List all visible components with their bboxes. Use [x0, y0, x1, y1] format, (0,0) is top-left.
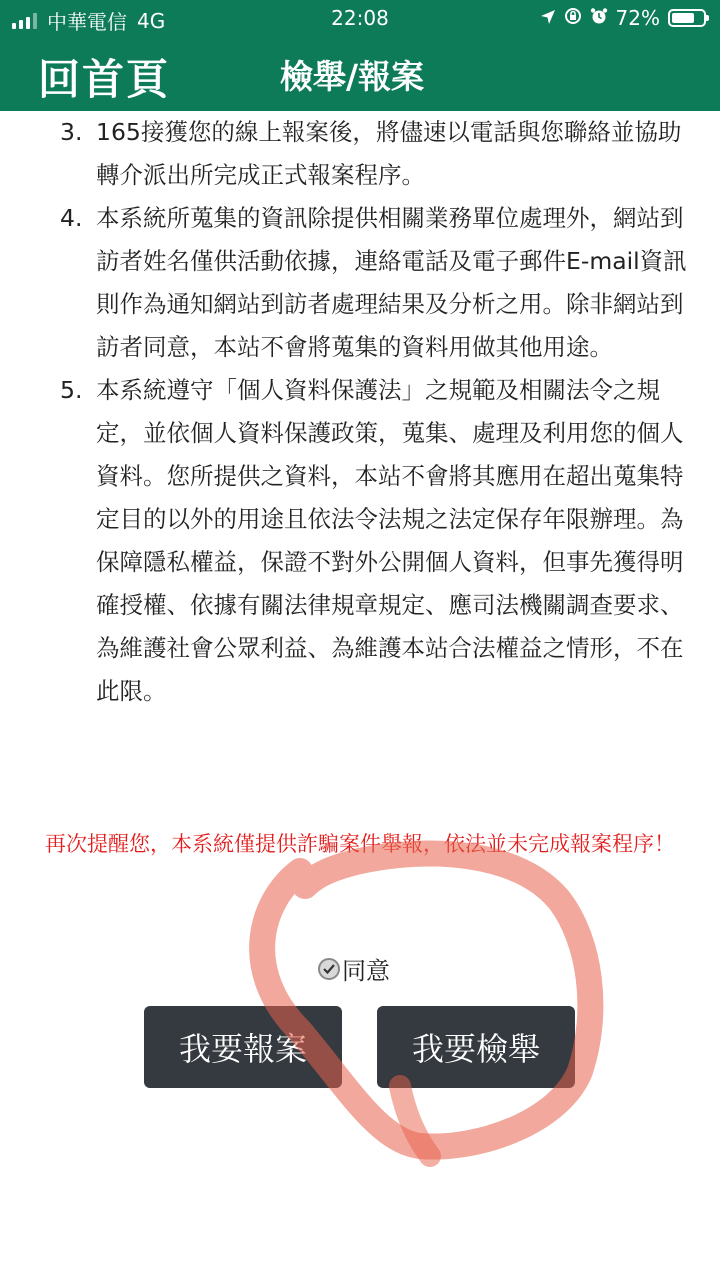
reminder-text: 再次提醒您，本系統僅提供詐騙案件舉報，依法並未完成報案程序！: [45, 832, 675, 856]
rotation-lock-icon: [564, 6, 582, 30]
location-arrow-icon: [540, 6, 556, 30]
main-content: [0, 111, 720, 1280]
carrier-name: 中華電信: [47, 10, 127, 34]
terms-list: [60, 111, 690, 713]
term-number: 3.: [60, 118, 83, 146]
clock: 22:08: [331, 6, 389, 30]
term-item: [60, 197, 690, 369]
agree-checkbox[interactable]: [318, 951, 390, 986]
battery-icon: [668, 9, 706, 27]
app-header: [0, 37, 720, 111]
agree-label: 同意: [342, 957, 390, 985]
home-button[interactable]: 回首頁: [38, 55, 171, 104]
term-number: 5.: [60, 376, 83, 404]
network-type: 4G: [137, 8, 166, 33]
status-bar: [0, 0, 720, 37]
term-text: 165接獲您的線上報案後，將儘速以電話與您聯絡並協助轉介派出所完成正式報案程序。: [96, 118, 682, 189]
battery-level: [672, 13, 694, 23]
term-text: 本系統遵守「個人資料保護法」之規範及相關法令之規定，並依個人資料保護政策，蒐集、處理及利用您的個人資料。您所提供之資料，本站不會將其應用在超出蒐集特定目的以外的用途且依法令法規之法定保存年限辦理。為保障隱私權益，保證不對外公開個人資料，但事先獲得明確授權、依據有關法律規章規定、應司法機關調查要求、為維護社會公眾利益、為維護本站合法權益之情形，不在此限。: [96, 376, 684, 705]
page-title: 檢舉/報案: [280, 57, 425, 96]
term-number: 4.: [60, 204, 83, 232]
tip-off-button[interactable]: 我要檢舉: [377, 1006, 575, 1088]
term-text: 本系統所蒐集的資訊除提供相關業務單位處理外，網站到訪者姓名僅供活動依據，連絡電話及電子郵件E-mail資訊則作為通知網站到訪者處理結果及分析之用。除非網站到訪者同意，本站不會將蒐集的資料用做其他用途。: [96, 204, 687, 361]
checkbox-checked-icon[interactable]: [318, 958, 340, 980]
battery-percent: 72%: [615, 6, 660, 30]
report-button[interactable]: 我要報案: [144, 1006, 342, 1088]
term-item: [60, 369, 690, 713]
term-item: [60, 111, 690, 197]
alarm-icon: [590, 6, 608, 30]
